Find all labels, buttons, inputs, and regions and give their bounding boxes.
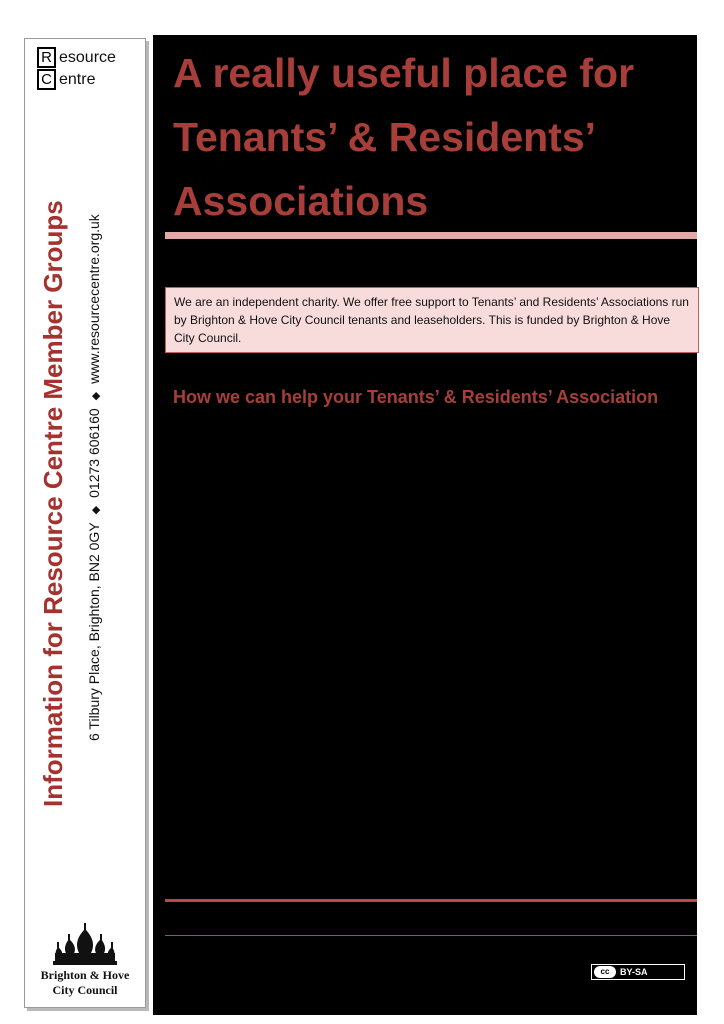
headline: A really useful place for Tenants’ & Residents’ Associations <box>173 50 635 224</box>
footer-divider-thick <box>165 899 697 902</box>
diamond-separator-2: ◆ <box>90 391 102 401</box>
logo-word-esource: esource <box>59 49 116 66</box>
phone-number: 01273 606160 <box>86 408 102 498</box>
logo-letter-c: C <box>37 69 56 90</box>
main-panel <box>153 35 697 1015</box>
council-name-line-2: City Council <box>52 983 118 997</box>
logo-letter-r: R <box>37 47 56 68</box>
footer-divider-thin <box>165 935 697 936</box>
license-label: BY-SA <box>620 967 648 977</box>
website-link[interactable]: www.resourcecentre.org.uk <box>86 214 102 384</box>
vertical-title: Information for Resource Centre Member Groups <box>38 200 68 807</box>
diamond-separator-1: ◆ <box>90 505 102 515</box>
headline-divider <box>165 232 697 239</box>
sidebar <box>24 38 146 1008</box>
creative-commons-icon: cc <box>594 966 616 978</box>
council-logo <box>29 923 141 1001</box>
charity-notice: We are an independent charity. We offer free support to Tenants’ and Residents’ Associations run by Brighton & Hove City Council tenants and leaseholders. This is funded by Brighton & Hove City Council. <box>165 287 699 353</box>
logo-word-entre: entre <box>59 71 96 88</box>
contact-info <box>81 131 107 741</box>
address: 6 Tilbury Place, Brighton, BN2 0GY <box>86 522 102 741</box>
license-badge <box>591 964 685 980</box>
section-heading: How we can help your Tenants’ & Residents’ Association <box>173 387 659 407</box>
council-name-line-1: Brighton & Hove <box>40 968 130 982</box>
resource-centre-logo <box>35 45 139 95</box>
royal-pavilion-icon <box>49 923 121 967</box>
